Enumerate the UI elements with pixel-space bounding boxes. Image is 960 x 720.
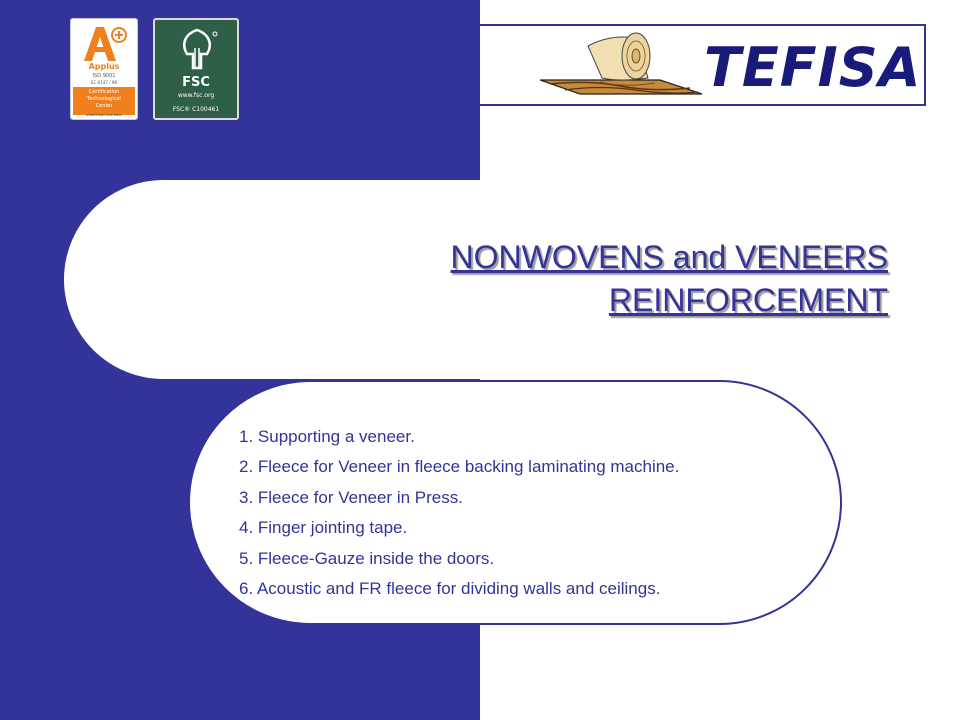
fsc-code: FSC® C100461 <box>172 106 220 113</box>
title-line-1: NONWOVENS and VENEERS <box>450 239 888 275</box>
applus-certification-logo <box>70 18 138 120</box>
fsc-tree-icon <box>175 28 219 72</box>
applus-footer: ACREDITADO POR ENAC <box>86 113 122 117</box>
company-logo-text: TEFISA <box>704 36 922 99</box>
applus-line-1: Certification <box>88 89 120 95</box>
list-item: 5. Fleece-Gauze inside the doors. <box>239 548 495 568</box>
list-item: 6. Acoustic and FR fleece for dividing walls and ceilings. <box>239 579 661 599</box>
applus-line-2: Technological <box>87 96 121 102</box>
list-item: 4. Finger jointing tape. <box>239 518 408 538</box>
fsc-url: www.fsc.org <box>177 92 215 99</box>
applus-name: Applus <box>88 62 120 71</box>
applus-standard: ISO 9001 <box>92 73 116 79</box>
list-item: 3. Fleece for Veneer in Press. <box>239 487 463 507</box>
application-list <box>239 422 679 604</box>
applus-line-3: Center <box>95 103 113 109</box>
applus-a-plus-icon <box>82 25 128 63</box>
list-item: 2. Fleece for Veneer in fleece backing laminating machine. <box>239 457 680 477</box>
list-item: 1. Supporting a veneer. <box>239 427 415 446</box>
fsc-certification-logo <box>153 18 239 120</box>
title-line-2: REINFORCEMENT <box>608 282 888 318</box>
fsc-name: FSC <box>182 75 210 90</box>
slide-title <box>451 236 888 322</box>
applus-code: EC-0147 / 98 <box>91 80 117 85</box>
